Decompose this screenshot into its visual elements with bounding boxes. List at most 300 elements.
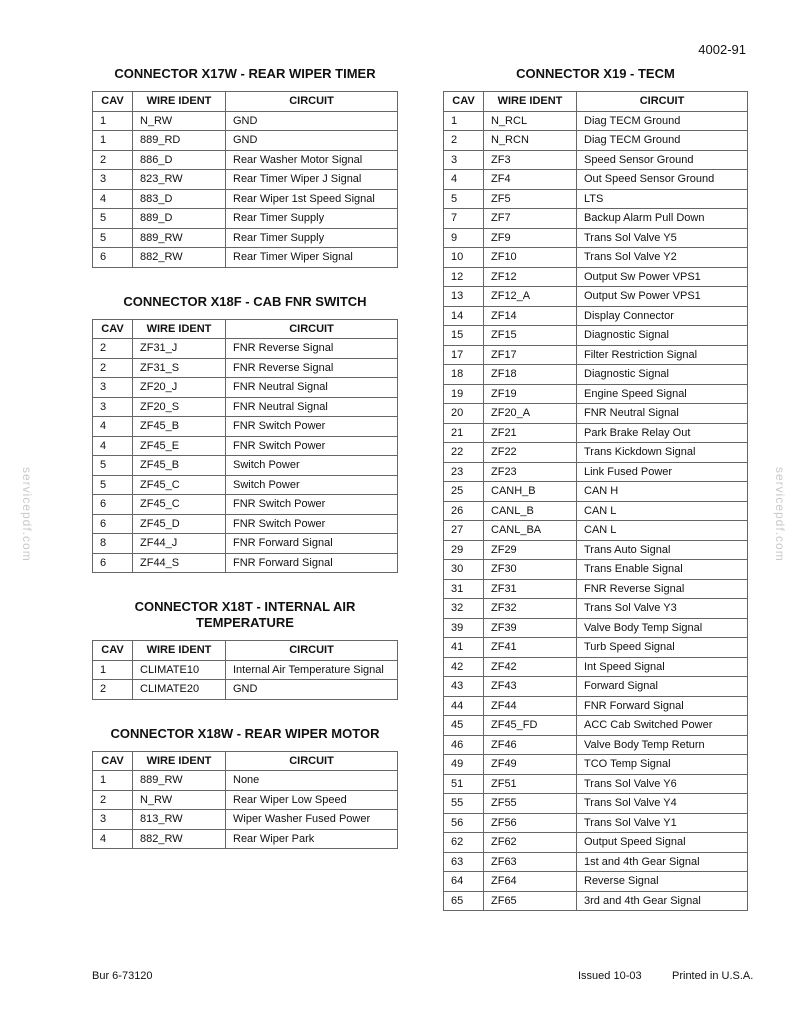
cell-circuit: FNR Neutral Signal [226, 397, 398, 417]
table-row [444, 774, 748, 794]
cell-cav: 45 [444, 716, 484, 736]
cell-cav: 2 [93, 790, 133, 810]
cell-cav: 14 [444, 306, 484, 326]
cell-circuit: CAN L [577, 501, 748, 521]
table-row [444, 891, 748, 911]
table-row [444, 716, 748, 736]
table-row [93, 771, 398, 791]
cell-wire-ident: ZF21 [484, 423, 577, 443]
cell-circuit: Trans Enable Signal [577, 560, 748, 580]
header-circuit: CIRCUIT [226, 641, 398, 661]
cell-wire-ident: 889_RD [133, 131, 226, 151]
header-wire-ident: WIRE IDENT [133, 319, 226, 339]
section-title-x18w: CONNECTOR X18W - REAR WIPER MOTOR [110, 725, 380, 741]
cell-circuit: Output Sw Power VPS1 [577, 287, 748, 307]
table-row [444, 267, 748, 287]
cell-wire-ident: ZF29 [484, 540, 577, 560]
cell-circuit: TCO Temp Signal [577, 755, 748, 775]
cell-cav: 6 [93, 248, 133, 268]
cell-circuit: Internal Air Temperature Signal [226, 660, 398, 680]
cell-wire-ident: ZF9 [484, 228, 577, 248]
cell-cav: 56 [444, 813, 484, 833]
table-row [444, 365, 748, 385]
cell-cav: 6 [93, 495, 133, 515]
header-cav: CAV [93, 751, 133, 771]
cell-circuit: Out Speed Sensor Ground [577, 170, 748, 190]
cell-cav: 2 [93, 339, 133, 359]
cell-circuit: Turb Speed Signal [577, 638, 748, 658]
cell-wire-ident: ZF7 [484, 209, 577, 229]
table-row [444, 657, 748, 677]
table-row [93, 111, 398, 131]
cell-wire-ident: CANH_B [484, 482, 577, 502]
cell-circuit: FNR Switch Power [226, 514, 398, 534]
table-row [93, 553, 398, 573]
cell-cav: 4 [444, 170, 484, 190]
table-row [444, 287, 748, 307]
cell-cav: 65 [444, 891, 484, 911]
cell-wire-ident: ZF3 [484, 150, 577, 170]
cell-wire-ident: ZF44_J [133, 534, 226, 554]
table-row [93, 660, 398, 680]
section-title-x18t-line2: TEMPERATURE [196, 615, 294, 630]
cell-cav: 5 [93, 475, 133, 495]
cell-cav: 32 [444, 599, 484, 619]
cell-circuit: CAN L [577, 521, 748, 541]
table-row [444, 501, 748, 521]
cell-cav: 3 [93, 378, 133, 398]
cell-circuit: FNR Switch Power [226, 436, 398, 456]
footer-document-id: Bur 6-73120 [92, 970, 153, 982]
cell-cav: 49 [444, 755, 484, 775]
cell-wire-ident: ZF22 [484, 443, 577, 463]
table-row [444, 560, 748, 580]
table-row [444, 540, 748, 560]
cell-wire-ident: ZF46 [484, 735, 577, 755]
table-x17w [92, 91, 398, 268]
cell-wire-ident: ZF45_B [133, 417, 226, 437]
cell-cav: 1 [93, 771, 133, 791]
cell-circuit: FNR Reverse Signal [226, 339, 398, 359]
table-row [93, 131, 398, 151]
cell-circuit: Engine Speed Signal [577, 384, 748, 404]
header-circuit: CIRCUIT [226, 319, 398, 339]
cell-cav: 3 [93, 397, 133, 417]
table-row [444, 638, 748, 658]
cell-cav: 15 [444, 326, 484, 346]
header-wire-ident: WIRE IDENT [484, 92, 577, 112]
cell-wire-ident: 823_RW [133, 170, 226, 190]
cell-cav: 19 [444, 384, 484, 404]
cell-wire-ident: N_RCL [484, 111, 577, 131]
table-row [444, 326, 748, 346]
watermark-left: servicepdf.com [20, 467, 34, 562]
table-row [444, 462, 748, 482]
table-row [93, 514, 398, 534]
cell-wire-ident: ZF15 [484, 326, 577, 346]
cell-circuit: Valve Body Temp Return [577, 735, 748, 755]
table-row [444, 248, 748, 268]
cell-cav: 2 [93, 680, 133, 700]
cell-circuit: Wiper Washer Fused Power [226, 810, 398, 830]
table-row [93, 209, 398, 229]
cell-circuit: Rear Washer Motor Signal [226, 150, 398, 170]
cell-circuit: Diagnostic Signal [577, 365, 748, 385]
cell-circuit: Switch Power [226, 456, 398, 476]
table-x18t [92, 640, 398, 700]
cell-wire-ident: ZF30 [484, 560, 577, 580]
table-row [444, 813, 748, 833]
cell-cav: 18 [444, 365, 484, 385]
cell-wire-ident: ZF56 [484, 813, 577, 833]
cell-wire-ident: CANL_BA [484, 521, 577, 541]
cell-circuit: GND [226, 680, 398, 700]
cell-wire-ident: CLIMATE10 [133, 660, 226, 680]
cell-circuit: Rear Wiper Park [226, 829, 398, 849]
cell-cav: 26 [444, 501, 484, 521]
cell-circuit: Reverse Signal [577, 872, 748, 892]
table-row [444, 131, 748, 151]
header-cav: CAV [444, 92, 484, 112]
cell-cav: 1 [93, 131, 133, 151]
cell-cav: 30 [444, 560, 484, 580]
cell-wire-ident: ZF14 [484, 306, 577, 326]
table-row [444, 443, 748, 463]
cell-cav: 51 [444, 774, 484, 794]
table-row [444, 735, 748, 755]
cell-circuit: LTS [577, 189, 748, 209]
table-row [93, 456, 398, 476]
table-header-row [93, 751, 398, 771]
cell-cav: 9 [444, 228, 484, 248]
table-row [93, 810, 398, 830]
cell-wire-ident: ZF12 [484, 267, 577, 287]
cell-circuit: FNR Forward Signal [577, 696, 748, 716]
header-cav: CAV [93, 92, 133, 112]
cell-wire-ident: ZF43 [484, 677, 577, 697]
table-row [93, 495, 398, 515]
footer-issued: Issued 10-03 [578, 970, 642, 982]
cell-wire-ident: ZF18 [484, 365, 577, 385]
table-row [444, 345, 748, 365]
cell-circuit: FNR Neutral Signal [577, 404, 748, 424]
watermark-right: servicepdf.com [773, 467, 787, 562]
cell-cav: 4 [93, 189, 133, 209]
cell-cav: 5 [93, 456, 133, 476]
table-row [444, 579, 748, 599]
cell-circuit: Trans Sol Valve Y2 [577, 248, 748, 268]
header-circuit: CIRCUIT [226, 751, 398, 771]
cell-circuit: GND [226, 111, 398, 131]
cell-cav: 4 [93, 417, 133, 437]
cell-cav: 27 [444, 521, 484, 541]
cell-circuit: Diagnostic Signal [577, 326, 748, 346]
table-row [444, 599, 748, 619]
cell-circuit: FNR Reverse Signal [226, 358, 398, 378]
cell-circuit: FNR Switch Power [226, 417, 398, 437]
cell-wire-ident: 889_D [133, 209, 226, 229]
cell-wire-ident: ZF64 [484, 872, 577, 892]
cell-wire-ident: N_RW [133, 111, 226, 131]
cell-wire-ident: ZF5 [484, 189, 577, 209]
cell-wire-ident: ZF39 [484, 618, 577, 638]
cell-circuit: Trans Auto Signal [577, 540, 748, 560]
cell-cav: 4 [93, 436, 133, 456]
header-circuit: CIRCUIT [577, 92, 748, 112]
cell-circuit: Rear Wiper Low Speed [226, 790, 398, 810]
cell-wire-ident: 882_RW [133, 829, 226, 849]
cell-cav: 3 [93, 170, 133, 190]
table-row [444, 111, 748, 131]
cell-wire-ident: ZF4 [484, 170, 577, 190]
cell-circuit: Backup Alarm Pull Down [577, 209, 748, 229]
cell-circuit: Diag TECM Ground [577, 131, 748, 151]
cell-cav: 55 [444, 794, 484, 814]
cell-wire-ident: ZF51 [484, 774, 577, 794]
table-row [93, 397, 398, 417]
section-title-x19: CONNECTOR X19 - TECM [516, 66, 675, 81]
cell-cav: 29 [444, 540, 484, 560]
cell-circuit: FNR Reverse Signal [577, 579, 748, 599]
cell-circuit: Diag TECM Ground [577, 111, 748, 131]
table-header-row [93, 319, 398, 339]
table-row [93, 228, 398, 248]
table-row [93, 790, 398, 810]
table-row [444, 794, 748, 814]
cell-cav: 25 [444, 482, 484, 502]
cell-cav: 43 [444, 677, 484, 697]
cell-cav: 3 [444, 150, 484, 170]
cell-cav: 31 [444, 579, 484, 599]
cell-circuit: Speed Sensor Ground [577, 150, 748, 170]
cell-circuit: Trans Sol Valve Y4 [577, 794, 748, 814]
table-row [93, 680, 398, 700]
table-row [444, 482, 748, 502]
cell-circuit: Rear Timer Wiper Signal [226, 248, 398, 268]
cell-wire-ident: ZF44 [484, 696, 577, 716]
cell-wire-ident: ZF45_D [133, 514, 226, 534]
table-x18w [92, 751, 398, 850]
cell-circuit: Park Brake Relay Out [577, 423, 748, 443]
table-row [444, 150, 748, 170]
table-row [93, 378, 398, 398]
cell-wire-ident: ZF44_S [133, 553, 226, 573]
table-row [93, 248, 398, 268]
cell-circuit: CAN H [577, 482, 748, 502]
table-row [444, 209, 748, 229]
header-circuit: CIRCUIT [226, 92, 398, 112]
cell-cav: 42 [444, 657, 484, 677]
cell-cav: 22 [444, 443, 484, 463]
cell-cav: 5 [93, 209, 133, 229]
table-row [444, 521, 748, 541]
table-row [93, 475, 398, 495]
table-row [444, 755, 748, 775]
cell-circuit: None [226, 771, 398, 791]
table-header-row [93, 641, 398, 661]
cell-wire-ident: N_RW [133, 790, 226, 810]
cell-cav: 6 [93, 514, 133, 534]
cell-circuit: FNR Forward Signal [226, 534, 398, 554]
cell-wire-ident: ZF55 [484, 794, 577, 814]
cell-circuit: Forward Signal [577, 677, 748, 697]
cell-wire-ident: 889_RW [133, 228, 226, 248]
page-number: 4002-91 [698, 42, 746, 57]
cell-cav: 41 [444, 638, 484, 658]
table-row [93, 189, 398, 209]
cell-cav: 6 [93, 553, 133, 573]
table-row [444, 228, 748, 248]
cell-wire-ident: CLIMATE20 [133, 680, 226, 700]
cell-wire-ident: ZF20_A [484, 404, 577, 424]
cell-circuit: Rear Wiper 1st Speed Signal [226, 189, 398, 209]
cell-wire-ident: ZF17 [484, 345, 577, 365]
cell-wire-ident: ZF10 [484, 248, 577, 268]
section-title-x18t [92, 599, 398, 631]
cell-cav: 7 [444, 209, 484, 229]
cell-cav: 46 [444, 735, 484, 755]
cell-circuit: Trans Kickdown Signal [577, 443, 748, 463]
cell-circuit: 1st and 4th Gear Signal [577, 852, 748, 872]
cell-circuit: Rear Timer Wiper J Signal [226, 170, 398, 190]
cell-wire-ident: ZF31_S [133, 358, 226, 378]
table-row [93, 829, 398, 849]
cell-circuit: FNR Switch Power [226, 495, 398, 515]
cell-wire-ident: 882_RW [133, 248, 226, 268]
section-title-x18f: CONNECTOR X18F - CAB FNR SWITCH [123, 293, 367, 309]
table-header-row [444, 92, 748, 112]
cell-circuit: Display Connector [577, 306, 748, 326]
right-column [443, 66, 748, 911]
table-header-row [93, 92, 398, 112]
cell-circuit: Link Fused Power [577, 462, 748, 482]
cell-wire-ident: ZF45_FD [484, 716, 577, 736]
cell-cav: 64 [444, 872, 484, 892]
cell-circuit: Output Sw Power VPS1 [577, 267, 748, 287]
cell-wire-ident: ZF42 [484, 657, 577, 677]
cell-circuit: Valve Body Temp Signal [577, 618, 748, 638]
cell-cav: 20 [444, 404, 484, 424]
header-wire-ident: WIRE IDENT [133, 751, 226, 771]
cell-cav: 17 [444, 345, 484, 365]
cell-cav: 2 [93, 358, 133, 378]
cell-cav: 44 [444, 696, 484, 716]
cell-cav: 1 [93, 111, 133, 131]
cell-wire-ident: 813_RW [133, 810, 226, 830]
table-row [444, 677, 748, 697]
left-column [92, 66, 398, 849]
cell-wire-ident: 886_D [133, 150, 226, 170]
cell-circuit: Trans Sol Valve Y6 [577, 774, 748, 794]
cell-cav: 5 [93, 228, 133, 248]
table-row [444, 696, 748, 716]
cell-cav: 63 [444, 852, 484, 872]
table-row [444, 306, 748, 326]
cell-wire-ident: ZF45_B [133, 456, 226, 476]
cell-cav: 3 [93, 810, 133, 830]
cell-cav: 12 [444, 267, 484, 287]
table-row [444, 833, 748, 853]
table-row [93, 417, 398, 437]
cell-wire-ident: ZF23 [484, 462, 577, 482]
header-wire-ident: WIRE IDENT [133, 641, 226, 661]
cell-cav: 23 [444, 462, 484, 482]
cell-wire-ident: ZF31_J [133, 339, 226, 359]
footer-printed: Printed in U.S.A. [672, 970, 754, 982]
cell-wire-ident: ZF12_A [484, 287, 577, 307]
cell-circuit: FNR Neutral Signal [226, 378, 398, 398]
cell-wire-ident: ZF49 [484, 755, 577, 775]
cell-wire-ident: ZF19 [484, 384, 577, 404]
table-x18f [92, 319, 398, 574]
cell-circuit: Output Speed Signal [577, 833, 748, 853]
cell-wire-ident: ZF20_J [133, 378, 226, 398]
table-row [93, 339, 398, 359]
cell-wire-ident: ZF31 [484, 579, 577, 599]
cell-wire-ident: N_RCN [484, 131, 577, 151]
cell-circuit: Trans Sol Valve Y1 [577, 813, 748, 833]
cell-cav: 4 [93, 829, 133, 849]
cell-wire-ident: ZF63 [484, 852, 577, 872]
cell-cav: 5 [444, 189, 484, 209]
table-row [93, 534, 398, 554]
cell-circuit: Trans Sol Valve Y5 [577, 228, 748, 248]
section-title-x17w: CONNECTOR X17W - REAR WIPER TIMER [114, 66, 376, 81]
cell-wire-ident: ZF65 [484, 891, 577, 911]
cell-circuit: Filter Restriction Signal [577, 345, 748, 365]
cell-cav: 2 [93, 150, 133, 170]
cell-circuit: Rear Timer Supply [226, 209, 398, 229]
cell-circuit: ACC Cab Switched Power [577, 716, 748, 736]
cell-wire-ident: CANL_B [484, 501, 577, 521]
table-row [444, 423, 748, 443]
cell-wire-ident: 889_RW [133, 771, 226, 791]
table-row [93, 436, 398, 456]
table-row [444, 404, 748, 424]
cell-circuit: GND [226, 131, 398, 151]
header-cav: CAV [93, 319, 133, 339]
table-row [444, 872, 748, 892]
cell-cav: 13 [444, 287, 484, 307]
table-row [93, 358, 398, 378]
section-title-x18t-line1: CONNECTOR X18T - INTERNAL AIR [134, 599, 356, 614]
cell-cav: 10 [444, 248, 484, 268]
cell-circuit: Int Speed Signal [577, 657, 748, 677]
table-row [444, 852, 748, 872]
table-x19 [443, 91, 748, 911]
cell-wire-ident: 883_D [133, 189, 226, 209]
cell-cav: 62 [444, 833, 484, 853]
cell-wire-ident: ZF41 [484, 638, 577, 658]
cell-wire-ident: ZF20_S [133, 397, 226, 417]
cell-wire-ident: ZF32 [484, 599, 577, 619]
table-row [93, 170, 398, 190]
cell-cav: 1 [93, 660, 133, 680]
cell-wire-ident: ZF45_E [133, 436, 226, 456]
cell-cav: 2 [444, 131, 484, 151]
table-row [444, 618, 748, 638]
table-row [444, 189, 748, 209]
cell-circuit: Trans Sol Valve Y3 [577, 599, 748, 619]
cell-circuit: Rear Timer Supply [226, 228, 398, 248]
cell-wire-ident: ZF45_C [133, 475, 226, 495]
header-cav: CAV [93, 641, 133, 661]
cell-circuit: FNR Forward Signal [226, 553, 398, 573]
cell-wire-ident: ZF45_C [133, 495, 226, 515]
cell-wire-ident: ZF62 [484, 833, 577, 853]
table-row [444, 384, 748, 404]
table-row [93, 150, 398, 170]
